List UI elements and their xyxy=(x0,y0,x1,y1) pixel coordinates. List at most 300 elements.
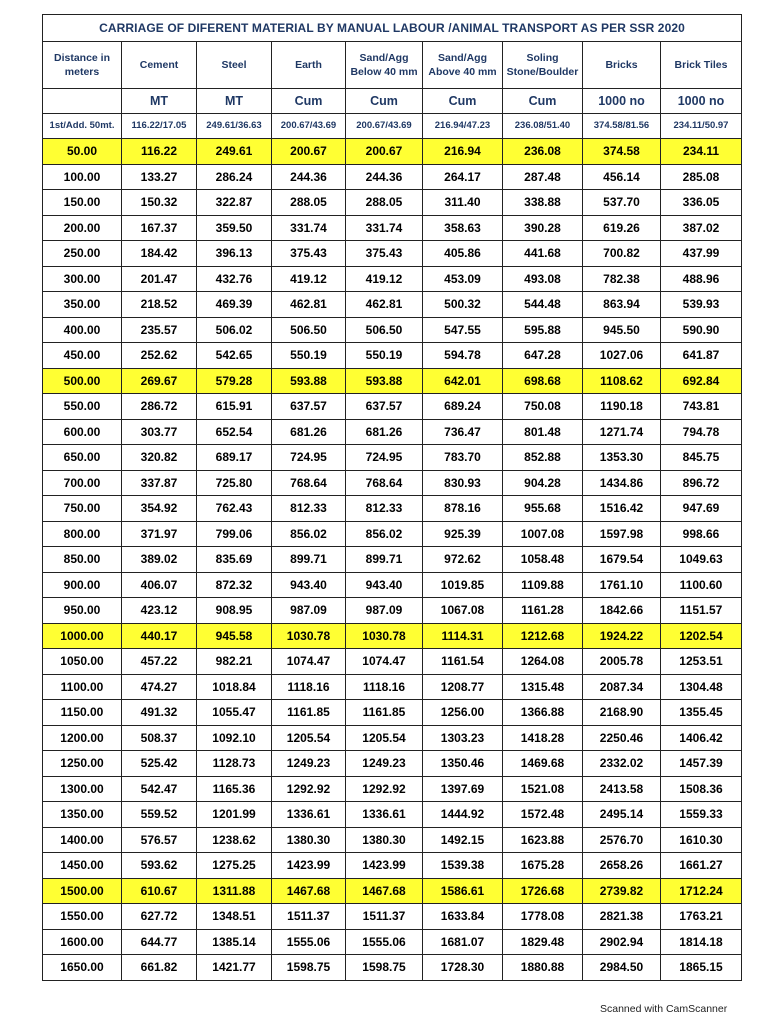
rate-value-cell: 762.43 xyxy=(197,496,272,522)
rate-value-cell: 947.69 xyxy=(661,496,742,522)
column-header-4: Sand/Agg Below 40 mm xyxy=(346,42,423,89)
rate-value-cell: 724.95 xyxy=(272,445,346,471)
rate-value-cell: 358.63 xyxy=(423,215,503,241)
rate-value-cell: 955.68 xyxy=(503,496,583,522)
rate-value-cell: 1074.47 xyxy=(272,649,346,675)
rate-value-cell: 1018.84 xyxy=(197,674,272,700)
table-row xyxy=(43,292,742,318)
distance-cell: 400.00 xyxy=(43,317,122,343)
distance-cell: 850.00 xyxy=(43,547,122,573)
rate-value-cell: 615.91 xyxy=(197,394,272,420)
table-row xyxy=(43,190,742,216)
column-header-2: Steel xyxy=(197,42,272,89)
rate-value-cell: 491.32 xyxy=(122,700,197,726)
rate-value-cell: 1597.98 xyxy=(583,521,661,547)
distance-cell: 1400.00 xyxy=(43,827,122,853)
rate-value-cell: 1467.68 xyxy=(272,878,346,904)
rate-value-cell: 1865.15 xyxy=(661,955,742,981)
rate-value-cell: 2658.26 xyxy=(583,853,661,879)
rate-sheet xyxy=(42,14,741,981)
unit-cell-1: MT xyxy=(122,89,197,114)
table-row xyxy=(43,470,742,496)
rate-value-cell: 1249.23 xyxy=(272,751,346,777)
rate-value-cell: 1444.92 xyxy=(423,802,503,828)
rate-value-cell: 252.62 xyxy=(122,343,197,369)
rate-value-cell: 1205.54 xyxy=(346,725,423,751)
rate-value-cell: 544.48 xyxy=(503,292,583,318)
table-row xyxy=(43,853,742,879)
rate-value-cell: 1350.46 xyxy=(423,751,503,777)
rate-value-cell: 661.82 xyxy=(122,955,197,981)
rate-value-cell: 835.69 xyxy=(197,547,272,573)
unit-cell-6: Cum xyxy=(503,89,583,114)
table-row xyxy=(43,394,742,420)
table-row xyxy=(43,572,742,598)
rate-value-cell: 288.05 xyxy=(346,190,423,216)
distance-cell: 750.00 xyxy=(43,496,122,522)
unit-cell-0 xyxy=(43,89,122,114)
rate-value-cell: 627.72 xyxy=(122,904,197,930)
table-row xyxy=(43,623,742,649)
rate-value-cell: 167.37 xyxy=(122,215,197,241)
rate-value-cell: 462.81 xyxy=(346,292,423,318)
rate-value-cell: 2087.34 xyxy=(583,674,661,700)
rate-value-cell: 359.50 xyxy=(197,215,272,241)
distance-cell: 900.00 xyxy=(43,572,122,598)
rate-value-cell: 1559.33 xyxy=(661,802,742,828)
rate-value-cell: 845.75 xyxy=(661,445,742,471)
rate-value-cell: 689.24 xyxy=(423,394,503,420)
table-row xyxy=(43,445,742,471)
table-row xyxy=(43,700,742,726)
rate-value-cell: 1161.54 xyxy=(423,649,503,675)
rate-value-cell: 1264.08 xyxy=(503,649,583,675)
rate-value-cell: 2332.02 xyxy=(583,751,661,777)
rate-value-cell: 1118.16 xyxy=(272,674,346,700)
rate-value-cell: 700.82 xyxy=(583,241,661,267)
rate-value-cell: 641.87 xyxy=(661,343,742,369)
rate-value-cell: 783.70 xyxy=(423,445,503,471)
rate-value-cell: 799.06 xyxy=(197,521,272,547)
rate-value-cell: 856.02 xyxy=(346,521,423,547)
rate-value-cell: 982.21 xyxy=(197,649,272,675)
distance-cell: 150.00 xyxy=(43,190,122,216)
column-header-8: Brick Tiles xyxy=(661,42,742,89)
rate-value-cell: 1212.68 xyxy=(503,623,583,649)
distance-cell: 300.00 xyxy=(43,266,122,292)
unit-cell-8: 1000 no xyxy=(661,89,742,114)
rate-value-cell: 1728.30 xyxy=(423,955,503,981)
table-row xyxy=(43,266,742,292)
rate-value-cell: 311.40 xyxy=(423,190,503,216)
rate-cell-4: 200.67/43.69 xyxy=(346,114,423,139)
rate-value-cell: 1355.45 xyxy=(661,700,742,726)
distance-cell: 950.00 xyxy=(43,598,122,624)
rate-value-cell: 878.16 xyxy=(423,496,503,522)
rate-value-cell: 2821.38 xyxy=(583,904,661,930)
rate-value-cell: 2984.50 xyxy=(583,955,661,981)
rate-value-cell: 1434.86 xyxy=(583,470,661,496)
rate-value-cell: 1161.85 xyxy=(346,700,423,726)
column-header-7: Bricks xyxy=(583,42,661,89)
rate-value-cell: 1598.75 xyxy=(346,955,423,981)
rate-value-cell: 423.12 xyxy=(122,598,197,624)
table-row xyxy=(43,164,742,190)
rate-value-cell: 457.22 xyxy=(122,649,197,675)
rate-value-cell: 692.84 xyxy=(661,368,742,394)
table-body xyxy=(43,15,742,981)
rate-value-cell: 1380.30 xyxy=(272,827,346,853)
rate-value-cell: 972.62 xyxy=(423,547,503,573)
column-header-1: Cement xyxy=(122,42,197,89)
rate-value-cell: 1539.38 xyxy=(423,853,503,879)
rate-value-cell: 354.92 xyxy=(122,496,197,522)
rate-value-cell: 1027.06 xyxy=(583,343,661,369)
rate-value-cell: 1055.47 xyxy=(197,700,272,726)
column-header-3: Earth xyxy=(272,42,346,89)
rate-row xyxy=(43,114,742,139)
unit-cell-5: Cum xyxy=(423,89,503,114)
rate-value-cell: 647.28 xyxy=(503,343,583,369)
distance-cell: 550.00 xyxy=(43,394,122,420)
rate-value-cell: 724.95 xyxy=(346,445,423,471)
rate-value-cell: 1814.18 xyxy=(661,929,742,955)
rate-value-cell: 725.80 xyxy=(197,470,272,496)
rate-value-cell: 374.58 xyxy=(583,139,661,165)
rate-value-cell: 1292.92 xyxy=(346,776,423,802)
rate-value-cell: 1726.68 xyxy=(503,878,583,904)
rate-value-cell: 2250.46 xyxy=(583,725,661,751)
distance-cell: 500.00 xyxy=(43,368,122,394)
rate-value-cell: 593.62 xyxy=(122,853,197,879)
rate-value-cell: 2739.82 xyxy=(583,878,661,904)
rate-value-cell: 830.93 xyxy=(423,470,503,496)
rate-value-cell: 2495.14 xyxy=(583,802,661,828)
unit-cell-2: MT xyxy=(197,89,272,114)
rate-value-cell: 743.81 xyxy=(661,394,742,420)
table-row xyxy=(43,598,742,624)
rate-value-cell: 1275.25 xyxy=(197,853,272,879)
rate-value-cell: 1406.42 xyxy=(661,725,742,751)
distance-cell: 1550.00 xyxy=(43,904,122,930)
distance-cell: 1600.00 xyxy=(43,929,122,955)
column-header-6: Soling Stone/Boulder xyxy=(503,42,583,89)
table-row xyxy=(43,368,742,394)
rate-value-cell: 768.64 xyxy=(346,470,423,496)
rate-value-cell: 1353.30 xyxy=(583,445,661,471)
rate-value-cell: 1555.06 xyxy=(272,929,346,955)
table-title: CARRIAGE OF DIFERENT MATERIAL BY MANUAL LABOUR /ANIMAL TRANSPORT AS PER SSR 2020 xyxy=(43,15,742,42)
rate-value-cell: 1303.23 xyxy=(423,725,503,751)
rate-value-cell: 594.78 xyxy=(423,343,503,369)
rate-value-cell: 405.86 xyxy=(423,241,503,267)
distance-cell: 1050.00 xyxy=(43,649,122,675)
distance-cell: 800.00 xyxy=(43,521,122,547)
rate-value-cell: 1315.48 xyxy=(503,674,583,700)
rate-value-cell: 1311.88 xyxy=(197,878,272,904)
rate-value-cell: 441.68 xyxy=(503,241,583,267)
rate-value-cell: 1007.08 xyxy=(503,521,583,547)
rate-value-cell: 590.90 xyxy=(661,317,742,343)
rate-value-cell: 943.40 xyxy=(272,572,346,598)
rate-value-cell: 1880.88 xyxy=(503,955,583,981)
rate-value-cell: 1336.61 xyxy=(346,802,423,828)
rate-value-cell: 456.14 xyxy=(583,164,661,190)
rate-value-cell: 1019.85 xyxy=(423,572,503,598)
table-row xyxy=(43,649,742,675)
rate-value-cell: 908.95 xyxy=(197,598,272,624)
rate-value-cell: 610.67 xyxy=(122,878,197,904)
rate-value-cell: 474.27 xyxy=(122,674,197,700)
rate-value-cell: 508.37 xyxy=(122,725,197,751)
distance-cell: 250.00 xyxy=(43,241,122,267)
rate-value-cell: 200.67 xyxy=(346,139,423,165)
table-row xyxy=(43,496,742,522)
rate-value-cell: 1165.36 xyxy=(197,776,272,802)
rate-value-cell: 863.94 xyxy=(583,292,661,318)
rate-value-cell: 2902.94 xyxy=(583,929,661,955)
rate-value-cell: 595.88 xyxy=(503,317,583,343)
rate-value-cell: 1516.42 xyxy=(583,496,661,522)
rate-value-cell: 2576.70 xyxy=(583,827,661,853)
rate-value-cell: 116.22 xyxy=(122,139,197,165)
rate-value-cell: 1761.10 xyxy=(583,572,661,598)
rate-value-cell: 440.17 xyxy=(122,623,197,649)
rate-value-cell: 736.47 xyxy=(423,419,503,445)
rate-value-cell: 896.72 xyxy=(661,470,742,496)
rate-value-cell: 750.08 xyxy=(503,394,583,420)
rate-value-cell: 945.50 xyxy=(583,317,661,343)
rate-value-cell: 462.81 xyxy=(272,292,346,318)
rate-value-cell: 856.02 xyxy=(272,521,346,547)
rate-value-cell: 1675.28 xyxy=(503,853,583,879)
rate-value-cell: 506.50 xyxy=(346,317,423,343)
rate-value-cell: 1842.66 xyxy=(583,598,661,624)
rate-value-cell: 593.88 xyxy=(272,368,346,394)
rate-value-cell: 1304.48 xyxy=(661,674,742,700)
rate-value-cell: 1778.08 xyxy=(503,904,583,930)
rate-value-cell: 469.39 xyxy=(197,292,272,318)
rate-cell-0: 1st/Add. 50mt. xyxy=(43,114,122,139)
rate-cell-8: 234.11/50.97 xyxy=(661,114,742,139)
rate-value-cell: 1679.54 xyxy=(583,547,661,573)
rate-value-cell: 1202.54 xyxy=(661,623,742,649)
rate-value-cell: 1586.61 xyxy=(423,878,503,904)
rate-value-cell: 644.77 xyxy=(122,929,197,955)
rate-value-cell: 1423.99 xyxy=(346,853,423,879)
rate-value-cell: 1397.69 xyxy=(423,776,503,802)
rate-value-cell: 286.72 xyxy=(122,394,197,420)
rate-value-cell: 1108.62 xyxy=(583,368,661,394)
rate-value-cell: 1201.99 xyxy=(197,802,272,828)
distance-cell: 200.00 xyxy=(43,215,122,241)
rate-value-cell: 1161.85 xyxy=(272,700,346,726)
rate-value-cell: 488.96 xyxy=(661,266,742,292)
rate-value-cell: 322.87 xyxy=(197,190,272,216)
rate-value-cell: 945.58 xyxy=(197,623,272,649)
table-row xyxy=(43,317,742,343)
rate-value-cell: 637.57 xyxy=(346,394,423,420)
table-row xyxy=(43,904,742,930)
rate-value-cell: 1661.27 xyxy=(661,853,742,879)
rate-value-cell: 1418.28 xyxy=(503,725,583,751)
rate-value-cell: 698.68 xyxy=(503,368,583,394)
rate-value-cell: 1598.75 xyxy=(272,955,346,981)
rate-value-cell: 244.36 xyxy=(272,164,346,190)
rate-cell-7: 374.58/81.56 xyxy=(583,114,661,139)
distance-cell: 50.00 xyxy=(43,139,122,165)
title-row xyxy=(43,15,742,42)
distance-cell: 350.00 xyxy=(43,292,122,318)
rate-value-cell: 216.94 xyxy=(423,139,503,165)
rate-value-cell: 1100.60 xyxy=(661,572,742,598)
rate-value-cell: 234.11 xyxy=(661,139,742,165)
rate-value-cell: 1030.78 xyxy=(346,623,423,649)
rate-cell-6: 236.08/51.40 xyxy=(503,114,583,139)
rate-value-cell: 150.32 xyxy=(122,190,197,216)
rate-value-cell: 506.02 xyxy=(197,317,272,343)
rate-value-cell: 337.87 xyxy=(122,470,197,496)
rate-value-cell: 1511.37 xyxy=(346,904,423,930)
distance-cell: 1250.00 xyxy=(43,751,122,777)
table-row xyxy=(43,827,742,853)
table-row xyxy=(43,929,742,955)
rate-value-cell: 387.02 xyxy=(661,215,742,241)
rate-value-cell: 218.52 xyxy=(122,292,197,318)
rate-value-cell: 432.76 xyxy=(197,266,272,292)
rate-value-cell: 437.99 xyxy=(661,241,742,267)
rate-value-cell: 1610.30 xyxy=(661,827,742,853)
distance-cell: 450.00 xyxy=(43,343,122,369)
unit-row xyxy=(43,89,742,114)
distance-cell: 600.00 xyxy=(43,419,122,445)
rate-value-cell: 1348.51 xyxy=(197,904,272,930)
table-row xyxy=(43,955,742,981)
rate-value-cell: 1114.31 xyxy=(423,623,503,649)
rate-value-cell: 389.02 xyxy=(122,547,197,573)
rate-value-cell: 1555.06 xyxy=(346,929,423,955)
rate-value-cell: 1271.74 xyxy=(583,419,661,445)
rate-value-cell: 801.48 xyxy=(503,419,583,445)
rate-value-cell: 1109.88 xyxy=(503,572,583,598)
rate-value-cell: 579.28 xyxy=(197,368,272,394)
distance-cell: 1350.00 xyxy=(43,802,122,828)
distance-cell: 1000.00 xyxy=(43,623,122,649)
rate-value-cell: 201.47 xyxy=(122,266,197,292)
rate-value-cell: 1763.21 xyxy=(661,904,742,930)
rate-value-cell: 1457.39 xyxy=(661,751,742,777)
rate-value-cell: 550.19 xyxy=(346,343,423,369)
rate-value-cell: 782.38 xyxy=(583,266,661,292)
rate-value-cell: 286.24 xyxy=(197,164,272,190)
rate-value-cell: 1712.24 xyxy=(661,878,742,904)
rate-value-cell: 872.32 xyxy=(197,572,272,598)
scanner-watermark: Scanned with CamScanner xyxy=(600,1003,728,1015)
rate-value-cell: 689.17 xyxy=(197,445,272,471)
rate-value-cell: 681.26 xyxy=(346,419,423,445)
rate-value-cell: 1074.47 xyxy=(346,649,423,675)
rate-value-cell: 338.88 xyxy=(503,190,583,216)
rate-value-cell: 542.47 xyxy=(122,776,197,802)
rate-value-cell: 493.08 xyxy=(503,266,583,292)
column-header-0: Distance in meters xyxy=(43,42,122,89)
table-row xyxy=(43,547,742,573)
rate-value-cell: 331.74 xyxy=(272,215,346,241)
rate-value-cell: 1030.78 xyxy=(272,623,346,649)
rate-value-cell: 236.08 xyxy=(503,139,583,165)
rate-value-cell: 998.66 xyxy=(661,521,742,547)
rate-value-cell: 681.26 xyxy=(272,419,346,445)
rate-value-cell: 285.08 xyxy=(661,164,742,190)
rate-value-cell: 1924.22 xyxy=(583,623,661,649)
rate-value-cell: 331.74 xyxy=(346,215,423,241)
distance-cell: 1500.00 xyxy=(43,878,122,904)
rate-cell-3: 200.67/43.69 xyxy=(272,114,346,139)
table-row xyxy=(43,521,742,547)
distance-cell: 1450.00 xyxy=(43,853,122,879)
table-row xyxy=(43,878,742,904)
rate-value-cell: 264.17 xyxy=(423,164,503,190)
rate-value-cell: 1256.00 xyxy=(423,700,503,726)
table-row xyxy=(43,751,742,777)
rate-value-cell: 1511.37 xyxy=(272,904,346,930)
table-row xyxy=(43,343,742,369)
rate-value-cell: 390.28 xyxy=(503,215,583,241)
table-row xyxy=(43,802,742,828)
rate-value-cell: 768.64 xyxy=(272,470,346,496)
rate-value-cell: 235.57 xyxy=(122,317,197,343)
rate-value-cell: 1092.10 xyxy=(197,725,272,751)
rate-value-cell: 1421.77 xyxy=(197,955,272,981)
rate-value-cell: 542.65 xyxy=(197,343,272,369)
rate-value-cell: 200.67 xyxy=(272,139,346,165)
rate-value-cell: 1623.88 xyxy=(503,827,583,853)
rate-value-cell: 2413.58 xyxy=(583,776,661,802)
distance-cell: 1100.00 xyxy=(43,674,122,700)
rate-value-cell: 637.57 xyxy=(272,394,346,420)
rate-value-cell: 1208.77 xyxy=(423,674,503,700)
carriage-rate-table xyxy=(42,14,742,981)
rate-value-cell: 899.71 xyxy=(346,547,423,573)
rate-value-cell: 406.07 xyxy=(122,572,197,598)
rate-cell-2: 249.61/36.63 xyxy=(197,114,272,139)
rate-value-cell: 1190.18 xyxy=(583,394,661,420)
rate-value-cell: 1161.28 xyxy=(503,598,583,624)
rate-value-cell: 375.43 xyxy=(346,241,423,267)
rate-value-cell: 1249.23 xyxy=(346,751,423,777)
rate-value-cell: 1423.99 xyxy=(272,853,346,879)
distance-cell: 1200.00 xyxy=(43,725,122,751)
rate-value-cell: 1238.62 xyxy=(197,827,272,853)
rate-value-cell: 453.09 xyxy=(423,266,503,292)
rate-value-cell: 375.43 xyxy=(272,241,346,267)
table-row xyxy=(43,215,742,241)
rate-value-cell: 794.78 xyxy=(661,419,742,445)
rate-value-cell: 287.48 xyxy=(503,164,583,190)
distance-cell: 700.00 xyxy=(43,470,122,496)
unit-cell-4: Cum xyxy=(346,89,423,114)
header-row xyxy=(43,42,742,89)
rate-value-cell: 1067.08 xyxy=(423,598,503,624)
table-row xyxy=(43,419,742,445)
distance-cell: 1650.00 xyxy=(43,955,122,981)
rate-value-cell: 1336.61 xyxy=(272,802,346,828)
rate-value-cell: 943.40 xyxy=(346,572,423,598)
table-row xyxy=(43,674,742,700)
rate-value-cell: 619.26 xyxy=(583,215,661,241)
rate-value-cell: 652.54 xyxy=(197,419,272,445)
rate-value-cell: 249.61 xyxy=(197,139,272,165)
